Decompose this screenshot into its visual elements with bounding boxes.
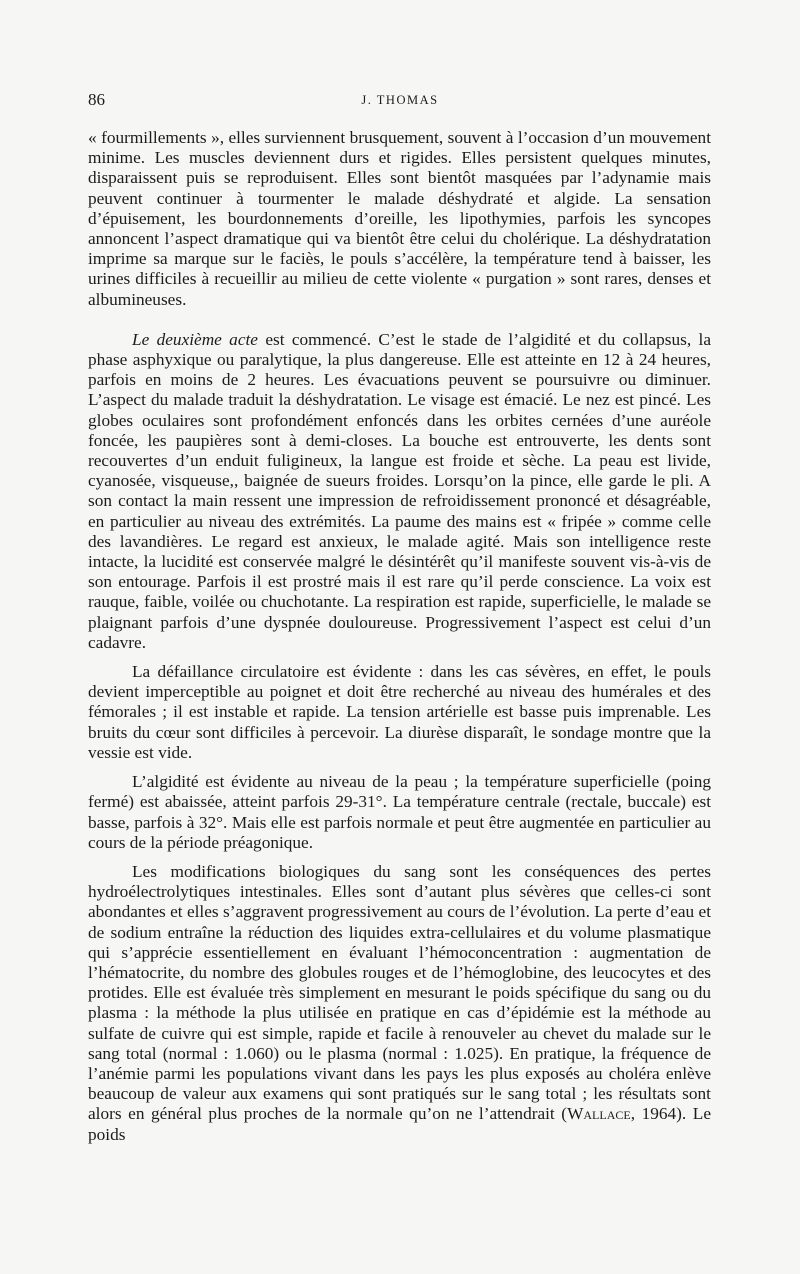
- running-head: J. THOMAS: [361, 93, 439, 107]
- paragraph-deuxieme-acte: [88, 330, 711, 653]
- paragraph-modifications-biologiques: [88, 862, 711, 1145]
- paragraph-algidite: L’algidité est évidente au niveau de la peau ; la température superficielle (poing fermé) est abaissée, atteint parfois 29-31°. La température centrale (rectale, buccale) est basse, parfois à 32°. Mais elle est parfois normale et peut être augmentée en particulier au cours de la période préagonique.: [88, 772, 711, 852]
- body-text: [88, 128, 711, 1145]
- citation-author: Wallace: [567, 1104, 631, 1124]
- paragraph-modifications-text: Les modifications biologiques du sang sont les conséquences des pertes hydroélectrolytiques intestinales. Elles sont d’autant plus sévères que celles-ci sont abondantes et elles s’aggravent progressivement au cours de l’évolution. La perte d’eau et de sodium entraîne la réduction des liquides extra-cellulaires et du volume plasmatique qui s’apprécie essentiellement en évaluant l’hémoconcentration : augmentation de l’hématocrite, du nombre des globules rouges et de l’hémoglobine, des leucocytes et des protides. Elle est évaluée très simplement en mesurant le poids spécifique du sang ou du plasma : la méthode la plus utilisée en pratique en cas d’épidémie est la méthode au sulfate de cuivre qui est simple, rapide et facile à renouveler au chevet du malade sur le sang total (normal : 1.060) ou le plasma (normal : 1.025). En pratique, la fréquence de l’anémie parmi les populations vivant dans les pays les plus exposés au choléra enlève beaucoup de valeur aux examens qui sont pratiqués sur le sang total ; les résultats sont alors en général plus proches de la normale qu’on ne l’attendrait (: [88, 861, 711, 1124]
- paragraph-defaillance-circulatoire: La défaillance circulatoire est évidente : dans les cas sévères, en effet, le pouls devient imperceptible au poignet et doit être recherché au niveau des humérales et des fémorales ; il est instable et rapide. La tension artérielle est basse puis imprenable. Les bruits du cœur sont difficiles à percevoir. La diurèse disparaît, le sondage montre que la vessie est vide.: [88, 662, 711, 762]
- paragraph-deuxieme-acte-text: est commencé. C’est le stade de l’algidité et du collapsus, la phase asphyxique ou paralytique, la plus dangereuse. Elle est atteinte en 12 à 24 heures, parfois en moins de 2 heures. Les évacuations peuvent se poursuivre ou diminuer. L’aspect du malade traduit la déshydratation. Le visage est émacié. Le nez est pincé. Les globes oculaires sont profondément enfoncés dans les orbites cernées d’une auréole foncée, les paupières sont à demi-closes. La bouche est entrouverte, les dents sont recouvertes d’un enduit fuligineux, la langue est froide et sèche. La peau est livide, cyanosée, visqueuse,, baignée de sueurs froides. Lorsqu’on la pince, elle garde le pli. A son contact la main ressent une impression de refroidissement prononcé et désagréable, en particulier au niveau des extrémités. La paume des mains est « fripée » comme celle des lavandières. Le regard est anxieux, le malade agité. Mais son intelligence reste intacte, la lucidité est conservée malgré le désintérêt qu’il manifeste souvent vis-à-vis de son entourage. Parfois il est prostré mais il est rare qu’il perde conscience. La voix est rauque, faible, voilée ou chuchotante. La respiration est rapide, superficielle, le malade se plaignant parfois d’une dyspnée douloureuse. Progressivement l’aspect est celui d’un cadavre.: [88, 329, 712, 652]
- italic-phrase: Le deuxième acte: [132, 329, 258, 349]
- paragraph-fourmillements: « fourmillements », elles surviennent brusquement, souvent à l’occasion d’un mouvement minime. Les muscles deviennent durs et rigides. Elles persistent quelques minutes, disparaissent puis se reproduisent. Elles sont bientôt masquées par l’adynamie mais peuvent continuer à tourmenter le malade déshydraté et algide. La sensation d’épuisement, les bourdonnements d’oreille, les lipothymies, parfois les syncopes annoncent l’aspect dramatique qui va bientôt être celui du cholérique. La déshydratation imprime sa marque sur le faciès, le pouls s’accélère, la température tend à baisser, les urines difficiles à recueillir au milieu de cette violente « purgation » sont rares, denses et albumineuses.: [88, 128, 711, 309]
- paragraph-modifications-end: , 1964). Le poids: [88, 1104, 712, 1144]
- page-number: 86: [88, 90, 105, 109]
- page-header: [88, 90, 712, 114]
